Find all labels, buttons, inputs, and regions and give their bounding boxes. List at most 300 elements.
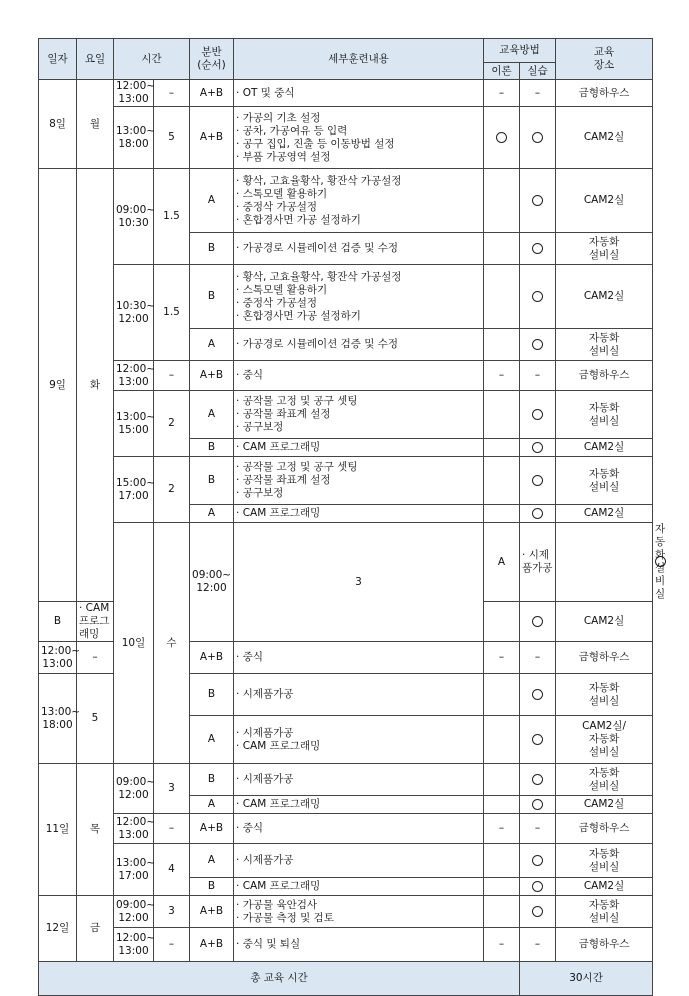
time-line: 13:00 (118, 375, 149, 388)
place-cell (556, 928, 653, 962)
detail-line: · 가공경로 시뮬레이션 검증 및 수정 (236, 242, 399, 254)
group-cell: A (190, 329, 234, 361)
group-cell: A+B (190, 642, 234, 674)
group-cell: B (190, 265, 234, 329)
theory-cell (484, 844, 520, 878)
theory-cell (484, 169, 520, 233)
detail-line: · 공작물 좌표계 설정 (236, 408, 331, 420)
header-place (556, 39, 653, 80)
detail-line: · CAM 프로그래밍 (79, 602, 110, 640)
practice-circle-icon (532, 616, 543, 627)
practice-circle-icon (532, 881, 543, 892)
table-row (39, 361, 653, 391)
theory-cell (484, 674, 520, 716)
practice-cell (520, 265, 556, 329)
theory-cell (556, 523, 653, 602)
detail-line: · 시제품가공 (236, 688, 294, 700)
group-cell: A (190, 844, 234, 878)
detail-cell (234, 814, 484, 844)
time-cell (39, 674, 81, 764)
detail-line: · 가공의 기초 설정 (236, 111, 321, 124)
practice-cell (520, 233, 556, 265)
place-line: CAM2실 (583, 880, 625, 892)
practice-cell (520, 844, 556, 878)
time-line: 13:00 (42, 657, 73, 670)
group-cell: B (190, 233, 234, 265)
place-line: 금형하우스 (578, 369, 630, 381)
place-line: 자동화 (588, 235, 620, 248)
detail-line: · 혼합경사면 가공 설정하기 (236, 309, 361, 322)
hours-cell: 5 (154, 107, 190, 169)
hours-cell: 2 (154, 391, 190, 457)
hours-cell: 3 (234, 523, 484, 642)
detail-line: · 중식 (236, 822, 263, 834)
practice-cell (520, 107, 556, 169)
table-row (39, 107, 653, 169)
detail-cell (234, 265, 484, 329)
header-method: 교육방법 (484, 39, 556, 63)
theory-cell (484, 796, 520, 814)
place-cell (556, 764, 653, 796)
detail-cell (234, 361, 484, 391)
practice-cell (520, 896, 556, 928)
total-value: 30시간 (520, 962, 653, 996)
group-cell: A+B (190, 107, 234, 169)
group-cell: B (190, 674, 234, 716)
practice-circle-icon (532, 195, 543, 206)
time-line: 13:00~ (116, 410, 156, 423)
place-line: CAM2실 (583, 194, 625, 206)
practice-cell (520, 439, 556, 457)
time-line: 17:00 (118, 489, 149, 502)
table-row (39, 764, 653, 796)
place-line: 설비실 (588, 248, 620, 261)
group-cell: B (190, 457, 234, 505)
time-cell (114, 844, 154, 896)
header-group (190, 39, 234, 80)
place-line: 설비실 (588, 414, 620, 427)
table-row (39, 814, 653, 844)
detail-line: · 중식 및 퇴실 (236, 938, 301, 950)
day-cell: 10일 (114, 523, 154, 764)
detail-line: · 중정삭 가공설정 (236, 296, 318, 309)
time-line: 09:00~ (116, 203, 156, 216)
place-line: 설비실 (588, 911, 620, 924)
hours-cell: 4 (154, 844, 190, 896)
group-cell: A (190, 391, 234, 439)
time-line: 10:30~ (116, 299, 156, 312)
weekday-cell: 금 (77, 896, 114, 962)
theory-cell: – (484, 814, 520, 844)
detail-cell (77, 602, 114, 642)
time-line: 13:00~ (116, 856, 156, 869)
header-place-line: 장소 (593, 59, 615, 71)
place-line: 자동화 (588, 681, 620, 694)
time-line: 10:30 (118, 216, 149, 229)
time-cell (114, 928, 154, 962)
header-theory: 이론 (484, 63, 520, 80)
place-line: CAM2실 (583, 441, 625, 453)
practice-circle-icon (532, 243, 543, 254)
place-line: 설비실 (588, 746, 620, 758)
theory-cell (484, 265, 520, 329)
hours-cell: – (154, 928, 190, 962)
header-detail: 세부훈련내용 (234, 39, 484, 80)
practice-cell (520, 391, 556, 439)
detail-cell (234, 233, 484, 265)
theory-cell (484, 602, 520, 642)
place-line: 금형하우스 (578, 938, 630, 950)
time-cell (114, 391, 154, 457)
header-group-line: 분반 (201, 46, 222, 58)
day-cell: 8일 (39, 80, 77, 169)
day-cell: 9일 (39, 169, 77, 602)
place-line: CAM2실 (583, 798, 625, 810)
theory-cell: – (484, 361, 520, 391)
place-cell (556, 361, 653, 391)
practice-cell: – (520, 642, 556, 674)
table-row (39, 169, 653, 233)
detail-line: · 중식 (236, 651, 263, 663)
practice-cell (520, 457, 556, 505)
theory-cell (484, 439, 520, 457)
time-line: 13:00~ (41, 705, 81, 718)
day-cell: 11일 (39, 764, 77, 896)
place-line: CAM2실 (583, 131, 625, 143)
theory-cell: – (484, 928, 520, 962)
time-line: 09:00~ (192, 569, 232, 581)
place-cell (556, 716, 653, 764)
time-line: 12:00~ (116, 80, 156, 92)
place-cell (556, 674, 653, 716)
hours-cell: – (154, 361, 190, 391)
detail-line: · 황삭, 고효율황삭, 황잔삭 가공설정 (236, 270, 402, 283)
detail-line: · 시제품가공 (236, 773, 294, 785)
place-line: 자동화 (588, 847, 620, 860)
place-cell (556, 457, 653, 505)
theory-cell (484, 457, 520, 505)
header-time: 시간 (114, 39, 190, 80)
schedule-body (39, 80, 666, 962)
detail-line: · 공작물 고정 및 공구 셋팅 (236, 461, 358, 473)
time-cell (114, 361, 154, 391)
group-cell: A (190, 169, 234, 233)
theory-cell (484, 505, 520, 523)
hours-cell: 1.5 (154, 265, 190, 361)
detail-cell (234, 796, 484, 814)
practice-cell: – (520, 814, 556, 844)
theory-cell (484, 764, 520, 796)
place-cell (556, 878, 653, 896)
time-line: 13:00 (118, 828, 149, 841)
table-row (39, 896, 653, 928)
time-line: 12:00 (196, 582, 227, 594)
hours-cell: – (154, 814, 190, 844)
place-line: CAM2실 (583, 615, 625, 627)
time-cell (114, 169, 154, 265)
practice-cell (520, 716, 556, 764)
detail-line: · 공구보정 (236, 421, 284, 433)
place-cell (556, 169, 653, 233)
practice-circle-icon (532, 508, 543, 519)
time-cell (114, 814, 154, 844)
header-practice: 실습 (520, 63, 556, 80)
time-cell (114, 457, 154, 523)
detail-cell (234, 716, 484, 764)
detail-line: · 시제품가공 (522, 549, 553, 574)
time-cell (190, 523, 234, 642)
place-cell (556, 642, 653, 674)
time-cell (114, 896, 154, 928)
place-line: 설비실 (588, 779, 620, 792)
practice-circle-icon (532, 689, 543, 700)
practice-cell: – (520, 361, 556, 391)
place-cell (556, 814, 653, 844)
place-line: 설비실 (588, 480, 620, 493)
weekday-cell: 수 (154, 523, 190, 764)
detail-cell (234, 505, 484, 523)
theory-cell (484, 391, 520, 439)
detail-cell (234, 844, 484, 878)
place-cell (556, 896, 653, 928)
practice-circle-icon (532, 734, 543, 745)
detail-cell (234, 439, 484, 457)
time-line: 13:00 (118, 93, 149, 105)
detail-line: · 혼합경사면 가공 설정하기 (236, 213, 361, 226)
group-cell: A+B (190, 928, 234, 962)
group-cell: A+B (190, 814, 234, 844)
time-cell (114, 764, 154, 814)
theory-cell (484, 878, 520, 896)
place-line: 설비실 (588, 860, 620, 873)
hours-cell: – (77, 642, 114, 674)
practice-cell (520, 764, 556, 796)
detail-line: · 시제품가공 (236, 854, 294, 866)
table-row (39, 928, 653, 962)
time-line: 12:00 (118, 312, 149, 325)
hours-cell: – (154, 80, 190, 107)
detail-cell (234, 329, 484, 361)
detail-cell (234, 896, 484, 928)
detail-cell (234, 391, 484, 439)
total-label: 총 교육 시간 (39, 962, 520, 996)
time-line: 12:00~ (116, 815, 156, 828)
detail-line: · 공차, 가공여유 등 입력 (236, 124, 348, 137)
group-cell: B (190, 764, 234, 796)
place-line: 자동화 (588, 331, 620, 344)
detail-cell (234, 928, 484, 962)
practice-circle-icon (532, 799, 543, 810)
place-cell (556, 265, 653, 329)
practice-circle-icon (532, 339, 543, 350)
time-line: 09:00~ (116, 898, 156, 911)
theory-cell (484, 896, 520, 928)
group-cell: A+B (190, 361, 234, 391)
header-weekday: 요일 (77, 39, 114, 80)
practice-circle-icon (532, 906, 543, 917)
group-cell: A (190, 716, 234, 764)
group-cell: A+B (190, 80, 234, 107)
time-cell (114, 80, 154, 107)
time-cell (114, 107, 154, 169)
practice-cell (520, 602, 556, 642)
time-line: 13:00~ (116, 124, 156, 137)
theory-cell (484, 329, 520, 361)
practice-cell (520, 169, 556, 233)
table-row (39, 265, 653, 329)
detail-line: · 공구보정 (236, 487, 284, 499)
theory-cell (484, 716, 520, 764)
detail-cell (234, 80, 484, 107)
theory-cell: – (484, 642, 520, 674)
practice-circle-icon (532, 291, 543, 302)
place-cell (556, 796, 653, 814)
group-cell: A (484, 523, 520, 602)
practice-cell: – (520, 80, 556, 107)
place-line: 설비실 (588, 344, 620, 357)
detail-cell (234, 764, 484, 796)
detail-line: · CAM 프로그래밍 (236, 798, 321, 810)
place-line: CAM2실/ (582, 720, 626, 732)
group-cell: B (190, 439, 234, 457)
place-cell (556, 844, 653, 878)
time-line: 15:00 (118, 423, 149, 436)
time-line: 18:00 (42, 718, 73, 731)
detail-line: · 중식 (236, 369, 263, 381)
day-cell: 12일 (39, 896, 77, 962)
time-line: 13:00 (118, 944, 149, 957)
hours-cell: 5 (77, 674, 114, 764)
practice-circle-icon (532, 442, 543, 453)
table-row: 10일 수 09:00~ 12:00 3 A · 시제품가공 자동화 설비실 (39, 523, 653, 602)
group-cell: A+B (190, 896, 234, 928)
place-line: 자동화 (588, 467, 620, 480)
group-cell: B (190, 878, 234, 896)
place-cell (556, 80, 653, 107)
practice-cell (520, 674, 556, 716)
place-line: 자동화 (588, 733, 620, 745)
practice-cell (520, 878, 556, 896)
place-cell (556, 391, 653, 439)
place-cell (556, 505, 653, 523)
time-line: 17:00 (118, 869, 149, 882)
detail-line: · CAM 프로그래밍 (236, 441, 321, 453)
hours-cell: 3 (154, 896, 190, 928)
place-cell (556, 602, 653, 642)
weekday-cell: 월 (77, 80, 114, 169)
place-line: 금형하우스 (578, 822, 630, 834)
detail-line: · CAM 프로그래밍 (236, 507, 321, 519)
time-line: 12:00 (118, 911, 149, 924)
group-cell: A (190, 505, 234, 523)
practice-circle-icon (532, 855, 543, 866)
weekday-cell: 화 (77, 169, 114, 602)
detail-cell (234, 169, 484, 233)
hours-cell: 2 (154, 457, 190, 523)
time-cell (39, 642, 81, 674)
time-line: 12:00~ (116, 362, 156, 375)
header-day: 일자 (39, 39, 77, 80)
place-cell (556, 107, 653, 169)
time-line: 15:00~ (116, 476, 156, 489)
table-row (39, 391, 653, 439)
detail-line: · 중정삭 가공설정 (236, 200, 318, 213)
hours-cell: 1.5 (154, 169, 190, 265)
practice-cell: – (520, 928, 556, 962)
detail-line: · 공작물 고정 및 공구 셋팅 (236, 395, 358, 407)
theory-cell (484, 107, 520, 169)
place-line: 자동화 (588, 766, 620, 779)
place-line: 금형하우스 (578, 86, 630, 99)
place-line: 자동화 (588, 898, 620, 911)
time-line: 09:00~ (116, 775, 156, 788)
detail-line: · 부품 가공영역 설정 (236, 150, 331, 163)
practice-circle-icon (532, 409, 543, 420)
detail-line: · 공작물 좌표계 설정 (236, 474, 331, 486)
table-row (39, 457, 653, 505)
header-group-line: (순서) (197, 59, 226, 71)
time-line: 12:00~ (116, 931, 156, 944)
detail-cell (234, 642, 484, 674)
place-line: CAM2실 (583, 507, 625, 519)
detail-line: · CAM 프로그래밍 (236, 739, 321, 752)
time-cell (114, 265, 154, 361)
practice-cell (520, 505, 556, 523)
detail-line: · 스톡모델 활용하기 (236, 187, 328, 200)
detail-cell (520, 523, 556, 602)
detail-line: · 가공물 육안검사 (236, 898, 318, 911)
detail-line: · 가공경로 시뮬레이션 검증 및 수정 (236, 338, 399, 350)
place-line: 금형하우스 (578, 651, 630, 663)
practice-circle-icon (532, 475, 543, 486)
place-cell (556, 233, 653, 265)
practice-circle-icon (496, 132, 507, 143)
detail-cell (234, 107, 484, 169)
table-row (39, 80, 653, 107)
table-row (39, 844, 653, 878)
time-line: 12:00~ (41, 644, 81, 657)
theory-cell (484, 233, 520, 265)
detail-line: · 황삭, 고효율황삭, 황잔삭 가공설정 (236, 174, 402, 187)
hours-cell: 3 (154, 764, 190, 814)
practice-cell (520, 796, 556, 814)
detail-line: · OT 및 중식 (236, 86, 295, 99)
detail-cell (234, 878, 484, 896)
practice-circle-icon (532, 132, 543, 143)
place-line: CAM2실 (583, 290, 625, 302)
group-cell: B (39, 602, 77, 642)
place-cell (556, 329, 653, 361)
training-schedule-table (38, 38, 666, 996)
group-cell: A (190, 796, 234, 814)
detail-line: · CAM 프로그래밍 (236, 880, 321, 892)
detail-line: · 가공물 측정 및 검토 (236, 911, 334, 924)
practice-cell (520, 329, 556, 361)
place-line: 설비실 (588, 694, 620, 707)
detail-line: · 시제품가공 (236, 726, 294, 739)
place-cell (556, 439, 653, 457)
time-line: 18:00 (118, 137, 149, 150)
practice-circle-icon (532, 774, 543, 785)
detail-cell (234, 457, 484, 505)
place-line: 자동화 (588, 401, 620, 414)
weekday-cell: 목 (77, 764, 114, 896)
header-place-line: 교육 (593, 46, 615, 58)
detail-line: · 공구 집입, 진출 등 이동방법 설정 (236, 137, 395, 150)
detail-line: · 스톡모델 활용하기 (236, 283, 328, 296)
theory-cell: – (484, 80, 520, 107)
detail-cell (234, 674, 484, 716)
